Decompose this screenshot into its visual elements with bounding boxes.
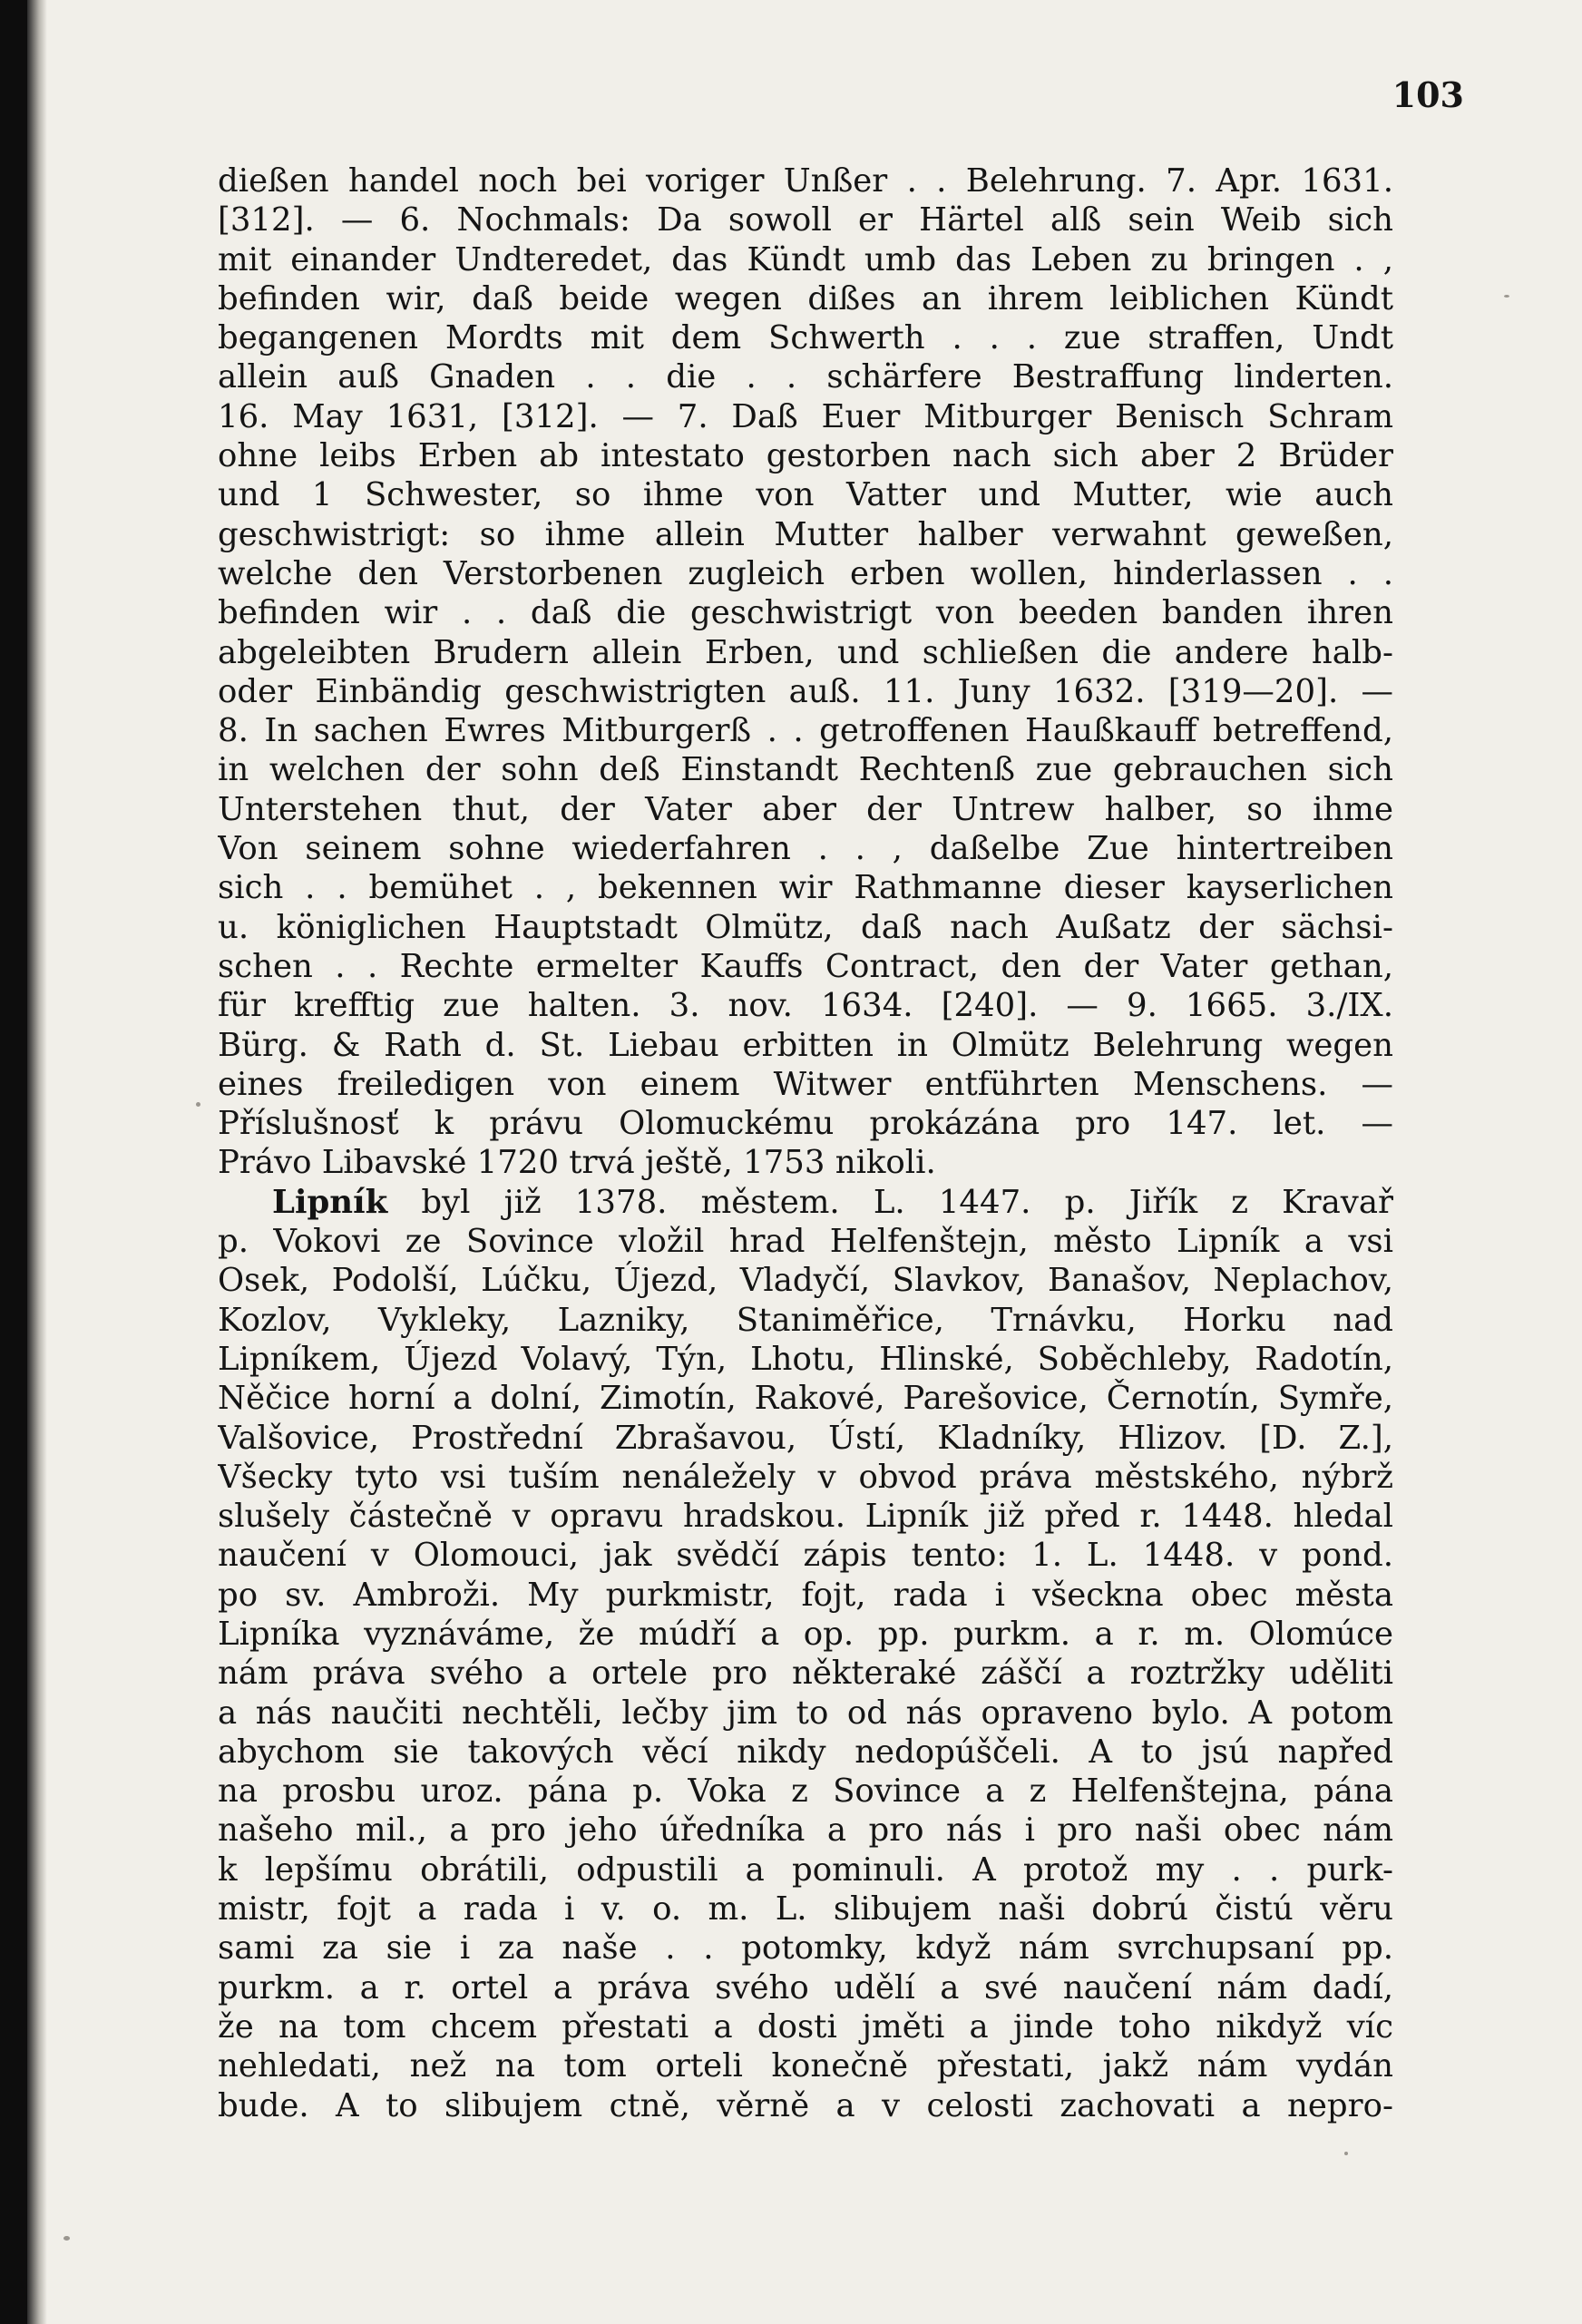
- lipnik-line-23: bude. A to slibujem ctně, věrně a v celosti zachovati a nepro-: [218, 2086, 1393, 2124]
- lipnik-line-4: Lipníkem, Újezd Volavý, Týn, Lhotu, Hlinské, Soběchleby, Radotín,: [218, 1340, 1393, 1378]
- paper-speck: [1504, 295, 1509, 298]
- text-line-24: eines freiledigen von einem Witwer entführten Menschens. —: [218, 1065, 1393, 1103]
- text-line-16: in welchen der sohn deß Einstandt Rechtenß zue gebrauchen sich: [218, 751, 1393, 789]
- lipnik-line-8: slušely částečně v opravu hradskou. Lipník již před r. 1448. hledal: [218, 1498, 1393, 1536]
- text-line-22: für krefftig zue halten. 3. nov. 1634. [240]. — 9. 1665. 3./IX.: [218, 987, 1393, 1025]
- text-line-26: Právo Libavské 1720 trvá ještě, 1753 nikoli.: [218, 1144, 936, 1182]
- text-line-20: u. königlichen Hauptstadt Olmütz, daß nach Außatz der sächsi-: [218, 908, 1393, 946]
- text-line-14: oder Einbändig geschwistrigten auß. 11. Juny 1632. [319—20]. —: [218, 672, 1393, 710]
- text-line-5: begangenen Mordts mit dem Schwerth . . . zue straffen, Undt: [218, 319, 1393, 357]
- body-text: [218, 161, 1393, 2125]
- text-line-9: und 1 Schwester, so ihme von Vatter und Mutter, wie auch: [218, 476, 1393, 514]
- lipnik-line-12: nám práva svého a ortele pro některaké záščí a roztržky uděliti: [218, 1655, 1393, 1693]
- lipnik-line-21: že na tom chcem přestati a dosti jměti a jinde toho nikdyž víc: [218, 2007, 1393, 2046]
- text-line-21: schen . . Rechte ermelter Kauffs Contract, den der Vater gethan,: [218, 947, 1393, 985]
- lipnik-heading: Lipník: [272, 1183, 388, 1221]
- text-line-25: Příslušnosť k právu Olomuckému prokázána pro 147. let. —: [218, 1105, 1393, 1143]
- lipnik-first-line-text: byl již 1378. městem. L. 1447. p. Jiřík z Kravař: [421, 1183, 1393, 1221]
- paper-speck: [63, 2236, 70, 2241]
- lipnik-line-11: Lipníka vyznáváme, že múdří a op. pp. purkm. a r. m. Olomúce: [218, 1615, 1393, 1653]
- lipnik-line-2: Osek, Podolší, Lúčku, Újezd, Vladyčí, Slavkov, Banašov, Neplachov,: [218, 1262, 1393, 1300]
- text-line-15: 8. In sachen Ewres Mitburgerß . . getroffenen Haußkauff betreffend,: [218, 712, 1393, 750]
- text-line-6: allein auß Gnaden . . die . . schärfere Bestraffung linderten.: [218, 358, 1393, 396]
- lipnik-line-5: Něčice horní a dolní, Zimotín, Rakové, Parešovice, Černotín, Symře,: [218, 1380, 1393, 1418]
- lipnik-line-15: na prosbu uroz. pána p. Voka z Sovince a z Helfenštejna, pána: [218, 1772, 1393, 1811]
- lipnik-line-17: k lepšímu obrátili, odpustili a pominuli. A protož my . . purk-: [218, 1850, 1393, 1889]
- text-line-7: 16. May 1631, [312]. — 7. Daß Euer Mitburger Benisch Schram: [218, 397, 1393, 435]
- text-line-2: [312]. — 6. Nochmals: Da sowoll er Härtel alß sein Weib sich: [218, 201, 1393, 239]
- book-page: [27, 0, 1582, 2324]
- paper-speck: [1344, 2152, 1348, 2155]
- lipnik-line-20: purkm. a r. ortel a práva svého udělí a své naučení nám dadí,: [218, 1968, 1393, 2007]
- lipnik-line-16: našeho mil., a pro jeho úředníka a pro nás i pro naši obec nám: [218, 1811, 1393, 1850]
- lipnik-line-19: sami za sie i za naše . . potomky, když nám svrchupsaní pp.: [218, 1929, 1393, 1968]
- lipnik-line-13: a nás naučiti nechtěli, lečby jim to od nás opraveno bylo. A potom: [218, 1694, 1393, 1732]
- text-line-4: befinden wir, daß beide wegen dißes an ihrem leiblichen Kündt: [218, 279, 1393, 317]
- text-line-11: welche den Verstorbenen zugleich erben wollen, hinderlassen . .: [218, 554, 1393, 592]
- text-line-12: befinden wir . . daß die geschwistrigt von beeden banden ihren: [218, 594, 1393, 632]
- text-line-23: Bürg. & Rath d. St. Liebau erbitten in Olmütz Belehrung wegen: [218, 1026, 1393, 1064]
- paper-speck: [196, 1102, 200, 1107]
- lipnik-line-18: mistr, fojt a rada i v. o. m. L. slibujem naši dobrú čistú věru: [218, 1890, 1393, 1929]
- text-line-17: Unterstehen thut, der Vater aber der Untrew halber, so ihme: [218, 790, 1393, 828]
- lipnik-line-6: Valšovice, Prostřední Zbrašavou, Ústí, Kladníky, Hlizov. [D. Z.],: [218, 1419, 1393, 1457]
- lipnik-line-10: po sv. Ambroži. My purkmistr, fojt, rada i všeckna obec města: [218, 1576, 1393, 1614]
- lipnik-line-22: nehledati, než na tom orteli konečně přestati, jakž nám vydán: [218, 2047, 1393, 2085]
- page-number: 103: [1392, 74, 1464, 115]
- text-line-10: geschwistrigt: so ihme allein Mutter halber verwahnt geweßen,: [218, 515, 1393, 553]
- text-line-8: ohne leibs Erben ab intestato gestorben nach sich aber 2 Brüder: [218, 437, 1393, 475]
- lipnik-line-14: abychom sie takových věcí nikdy nedopúščeli. A to jsú napřed: [218, 1733, 1393, 1771]
- text-line-19: sich . . bemühet . , bekennen wir Rathmanne dieser kayserlichen: [218, 869, 1393, 907]
- lipnik-line-7: Všecky tyto vsi tuším nenáležely v obvod práva městského, nýbrž: [218, 1458, 1393, 1496]
- text-line-1: dießen handel noch bei voriger Unßer . . Belehrung. 7. Apr. 1631.: [218, 162, 1393, 200]
- lipnik-line-9: naučení v Olomouci, jak svědčí zápis tento: 1. L. 1448. v pond.: [218, 1537, 1393, 1575]
- text-line-18: Von seinem sohne wiederfahren . . , daßelbe Zue hintertreiben: [218, 830, 1393, 868]
- text-line-13: abgeleibten Brudern allein Erben, und schließen die andere halb-: [218, 633, 1393, 671]
- lipnik-paragraph-first-line: [218, 1183, 1393, 1222]
- lipnik-line-1: p. Vokovi ze Sovince vložil hrad Helfenštejn, město Lipník a vsi: [218, 1223, 1393, 1261]
- text-line-3: mit einander Undteredet, das Kündt umb das Leben zu bringen . ,: [218, 240, 1393, 278]
- lipnik-line-3: Kozlov, Vykleky, Lazniky, Staniměřice, Trnávku, Horku nad: [218, 1301, 1393, 1339]
